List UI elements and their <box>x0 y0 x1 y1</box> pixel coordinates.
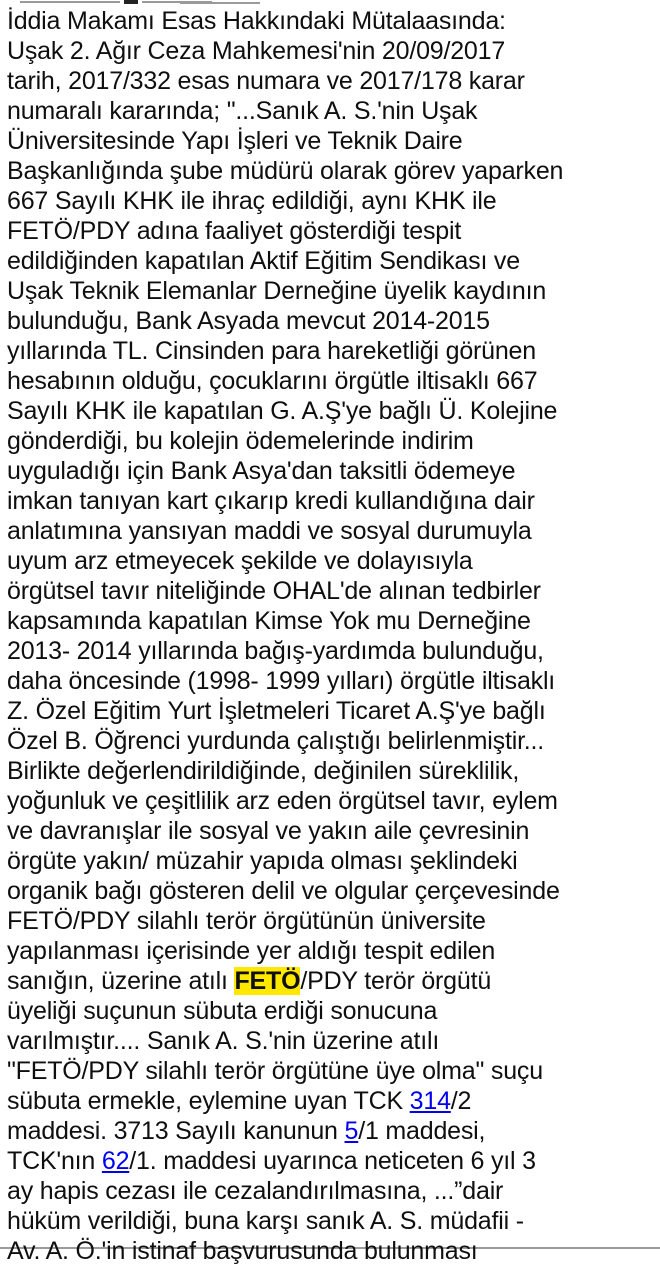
text-run: anlatımına yansıyan maddi ve sosyal durumuyla <box>7 517 532 545</box>
text-run: "FETÖ/PDY silahlı terör örgütüne üye olma" suçu <box>7 1057 543 1085</box>
text-run: Üniversitesinde Yapı İşleri ve Teknik Daire <box>7 127 463 155</box>
text-line <box>7 756 660 786</box>
text-line <box>7 876 660 906</box>
text-line <box>7 1056 660 1086</box>
text-line <box>7 546 660 576</box>
text-line <box>7 816 660 846</box>
text-run: ve davranışlar ile sosyal ve yakın aile çevresinin <box>7 817 530 845</box>
text-line <box>7 1236 660 1266</box>
text-line <box>7 1116 660 1146</box>
text-run: uyum arz etmeyecek şekilde ve dolayısıyla <box>7 547 473 575</box>
text-run: yapılanması içerisinde yer aldığı tespit edilen <box>7 937 496 965</box>
text-run: TCK'nın <box>7 1147 102 1175</box>
text-line <box>7 276 660 306</box>
text-run: Z. Özel Eğitim Yurt İşletmeleri Ticaret A.Ş'ye bağlı <box>7 697 546 725</box>
text-run: varılmıştır.... Sanık A. S.'nin üzerine atılı <box>7 1027 440 1055</box>
text-line <box>7 6 660 36</box>
court-opinion-text <box>7 6 660 1266</box>
text-line <box>7 366 660 396</box>
text-run: Birlikte değerlendirildiğinde, değinilen süreklilik, <box>7 757 520 785</box>
text-run: /1. maddesi uyarınca neticeten 6 yıl 3 <box>129 1147 536 1175</box>
text-line <box>7 726 660 756</box>
statute-link[interactable]: 62 <box>101 1147 130 1175</box>
text-line <box>7 636 660 666</box>
text-run: 2013- 2014 yıllarında bağış-yardımda bulunduğu, <box>7 637 544 665</box>
text-line <box>7 246 660 276</box>
text-line <box>7 996 660 1026</box>
text-run: numaralı kararında; "...Sanık A. S.'nin Uşak <box>7 97 478 125</box>
text-run: sanığın, üzerine atılı <box>7 967 235 995</box>
text-run: yoğunluk ve çeşitlilik arz eden örgütsel tavır, eylem <box>7 787 558 815</box>
text-run: daha öncesinde (1998- 1999 yılları) örgütle iltisaklı <box>7 667 556 695</box>
text-run: Av. A. Ö.'in istinaf başvurusunda bulunması <box>7 1237 478 1265</box>
text-line <box>7 126 660 156</box>
text-line <box>7 396 660 426</box>
text-line <box>7 186 660 216</box>
text-run: FETÖ/PDY silahlı terör örgütünün üniversite <box>7 907 486 935</box>
text-line <box>7 606 660 636</box>
text-line <box>7 1206 660 1236</box>
text-line <box>7 336 660 366</box>
text-line <box>7 486 660 516</box>
text-line <box>7 936 660 966</box>
text-line <box>7 1176 660 1206</box>
text-run: /1 maddesi, <box>358 1117 486 1145</box>
text-line <box>7 456 660 486</box>
text-run: hüküm verildiği, buna karşı sanık A. S. müdafii - <box>7 1207 524 1235</box>
text-line <box>7 516 660 546</box>
text-run: Uşak Teknik Elemanlar Derneğine üyelik kaydının <box>7 277 547 305</box>
text-run: uyguladığı için Bank Asya'dan taksitli ödemeye <box>7 457 516 485</box>
text-run: Uşak 2. Ağır Ceza Mahkemesi'nin 20/09/2017 <box>7 37 506 65</box>
clipped-text-remnant <box>20 0 260 4</box>
text-run: maddesi. 3713 Sayılı kanunun <box>7 1117 345 1145</box>
text-run: imkan tanıyan kart çıkarıp kredi kullandığına dair <box>7 487 535 515</box>
text-line <box>7 426 660 456</box>
text-run: kapsamında kapatılan Kimse Yok mu Derneğine <box>7 607 531 635</box>
text-run: sübuta ermekle, eylemine uyan TCK <box>7 1087 410 1115</box>
text-line <box>7 306 660 336</box>
text-run: Başkanlığında şube müdürü olarak görev yaparken <box>7 157 564 185</box>
text-line <box>7 1026 660 1056</box>
text-line <box>7 1086 660 1116</box>
text-line <box>7 966 660 996</box>
text-run: üyeliği suçunun sübuta erdiği sonucuna <box>7 997 438 1025</box>
text-line <box>7 696 660 726</box>
text-run: bulunduğu, Bank Asyada mevcut 2014-2015 <box>7 307 490 335</box>
text-run: FETÖ/PDY adına faaliyet gösterdiği tespit <box>7 217 462 245</box>
text-line <box>7 846 660 876</box>
statute-link[interactable]: 314 <box>409 1087 451 1115</box>
text-line <box>7 786 660 816</box>
statute-link[interactable]: 5 <box>344 1117 359 1145</box>
text-run: organik bağı gösteren delil ve olgular çerçevesinde <box>7 877 560 905</box>
text-run: örgüte yakın/ müzahir yapıda olması şeklindeki <box>7 847 518 875</box>
highlighted-term: FETÖ <box>234 967 301 995</box>
text-line <box>7 156 660 186</box>
text-run: Özel B. Öğrenci yurdunda çalıştığı belirlenmiştir... <box>7 727 545 755</box>
text-run: gönderdiği, bu kolejin ödemelerinde indirim <box>7 427 474 455</box>
text-line <box>7 66 660 96</box>
text-run: /2 <box>450 1087 472 1115</box>
text-run: hesabının olduğu, çocuklarını örgütle iltisaklı 667 <box>7 367 538 395</box>
text-run: ay hapis cezası ile cezalandırılmasına, ...”dair <box>7 1177 504 1205</box>
text-line <box>7 216 660 246</box>
text-line <box>7 1146 660 1176</box>
text-line <box>7 36 660 66</box>
text-line <box>7 96 660 126</box>
text-run: yıllarında TL. Cinsinden para hareketliği görünen <box>7 337 536 365</box>
text-line <box>7 576 660 606</box>
text-run: Sayılı KHK ile kapatılan G. A.Ş'ye bağlı Ü. Kolejine <box>7 397 558 425</box>
text-run: 667 Sayılı KHK ile ihraç edildiği, aynı KHK ile <box>7 187 497 215</box>
text-line <box>7 906 660 936</box>
text-run: örgütsel tavır niteliğinde OHAL'de alınan tedbirler <box>7 577 541 605</box>
text-run: /PDY terör örgütü <box>300 967 492 995</box>
text-run: tarih, 2017/332 esas numara ve 2017/178 karar <box>7 67 525 95</box>
text-line <box>7 666 660 696</box>
text-run: İddia Makamı Esas Hakkındaki Mütalaasında: <box>7 7 506 35</box>
text-run: edildiğinden kapatılan Aktif Eğitim Sendikası ve <box>7 247 520 275</box>
